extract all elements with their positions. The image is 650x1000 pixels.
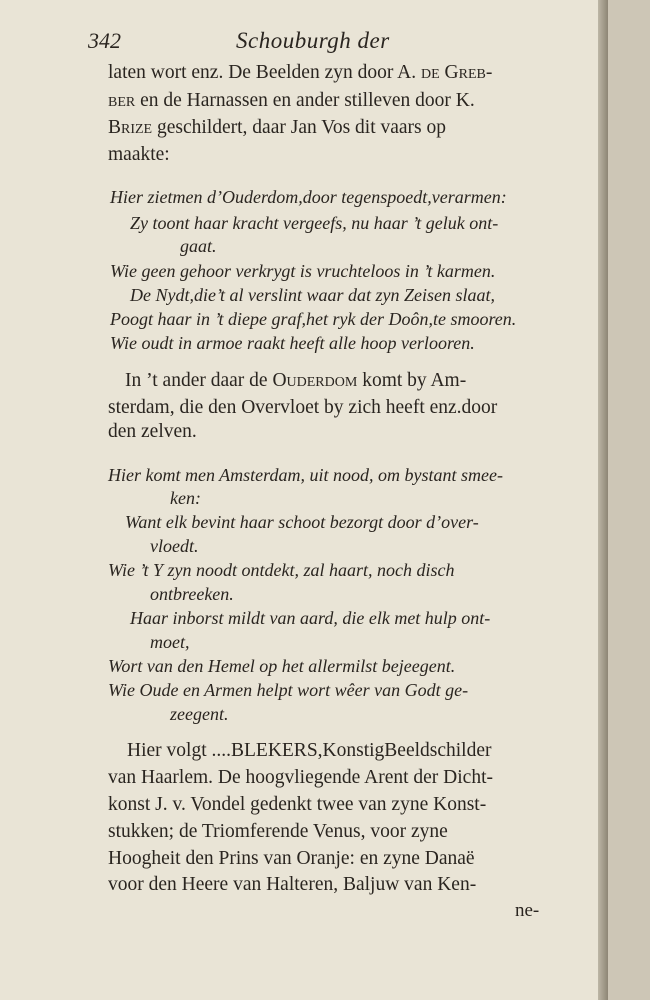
prose-text: In ’t ander daar de [125,370,273,391]
prose-text: geschildert, daar Jan Vos dit vaars op [152,117,447,138]
prose-line: sterdam, die den Overvloet by zich heeft enz.door [108,397,498,418]
facing-page-edge [608,0,650,1000]
verse-line: ontbreeken. [150,584,234,604]
prose-line: konst J. v. Vondel gedenkt twee van zyne Konst- [108,794,487,815]
page-header [88,28,558,58]
prose-text: laten wort enz. De Beelden zyn door A. [108,62,421,83]
artist-name: ber [108,90,136,111]
verse-line: vloedt. [150,536,199,556]
prose-line [125,370,466,392]
prose-line: van Haarlem. De hoogvliegende Arent der Dicht- [108,767,493,788]
artist-name: de Greb- [420,62,493,83]
prose-line: Hoogheit den Prins van Oranje: en zyne Danaë [108,848,475,869]
prose-line: maakte: [108,144,170,165]
verse-line: Wie Oude en Armen helpt wort wêer van Godt ge- [108,680,469,700]
verse-line: De Nydt,die’t al verslint waar dat zyn Zeisen slaat, [130,285,495,305]
prose-text: komt by Am- [357,370,467,391]
verse-line: Hier zietmen d’Ouderdom,door tegenspoedt,verarmen: [110,187,507,207]
verse-line: Hier komt men Amsterdam, uit nood, om bystant smee- [108,465,503,485]
page-gutter [598,0,608,1000]
prose-line [108,90,475,112]
verse-line: ken: [170,488,201,508]
verse-line: Want elk bevint haar schoot bezorgt door d’over- [125,512,479,532]
catchword: ne- [515,900,540,921]
verse-line: zeegent. [170,704,229,724]
prose-line: Hier volgt ....BLEKERS,KonstigBeeldschilder [127,740,492,761]
emphasis-word: Ouderdom [272,370,358,391]
prose-line: voor den Heere van Halteren, Baljuw van Ken- [108,874,477,895]
running-title: Schouburgh der [236,28,390,53]
prose-line [108,62,492,84]
verse-line: Haar inborst mildt van aard, die elk met hulp ont- [130,608,491,628]
artist-name: Brize [108,117,153,138]
prose-line [108,117,446,139]
verse-line: Poogt haar in ’t diepe graf,het ryk der Doôn,te smooren. [110,309,517,329]
verse-line: gaat. [180,236,217,256]
verse-line: Zy toont haar kracht vergeefs, nu haar ’t geluk ont- [130,213,499,233]
verse-line: Wie oudt in armoe raakt heeft alle hoop verlooren. [110,333,475,353]
page-number: 342 [88,28,121,53]
prose-line: den zelven. [108,421,197,442]
verse-line: Wie geen gehoor verkrygt is vruchteloos in ’t karmen. [110,261,496,281]
verse-line: Wie ’t Y zyn noodt ontdekt, zal haart, noch disch [108,560,455,580]
prose-line: stukken; de Triomferende Venus, voor zyne [108,821,448,842]
prose-text: en de Harnassen en ander stilleven door K. [135,90,475,111]
verse-line: Wort van den Hemel op het allermilst bejeegent. [108,656,456,676]
verse-line: moet, [150,632,190,652]
